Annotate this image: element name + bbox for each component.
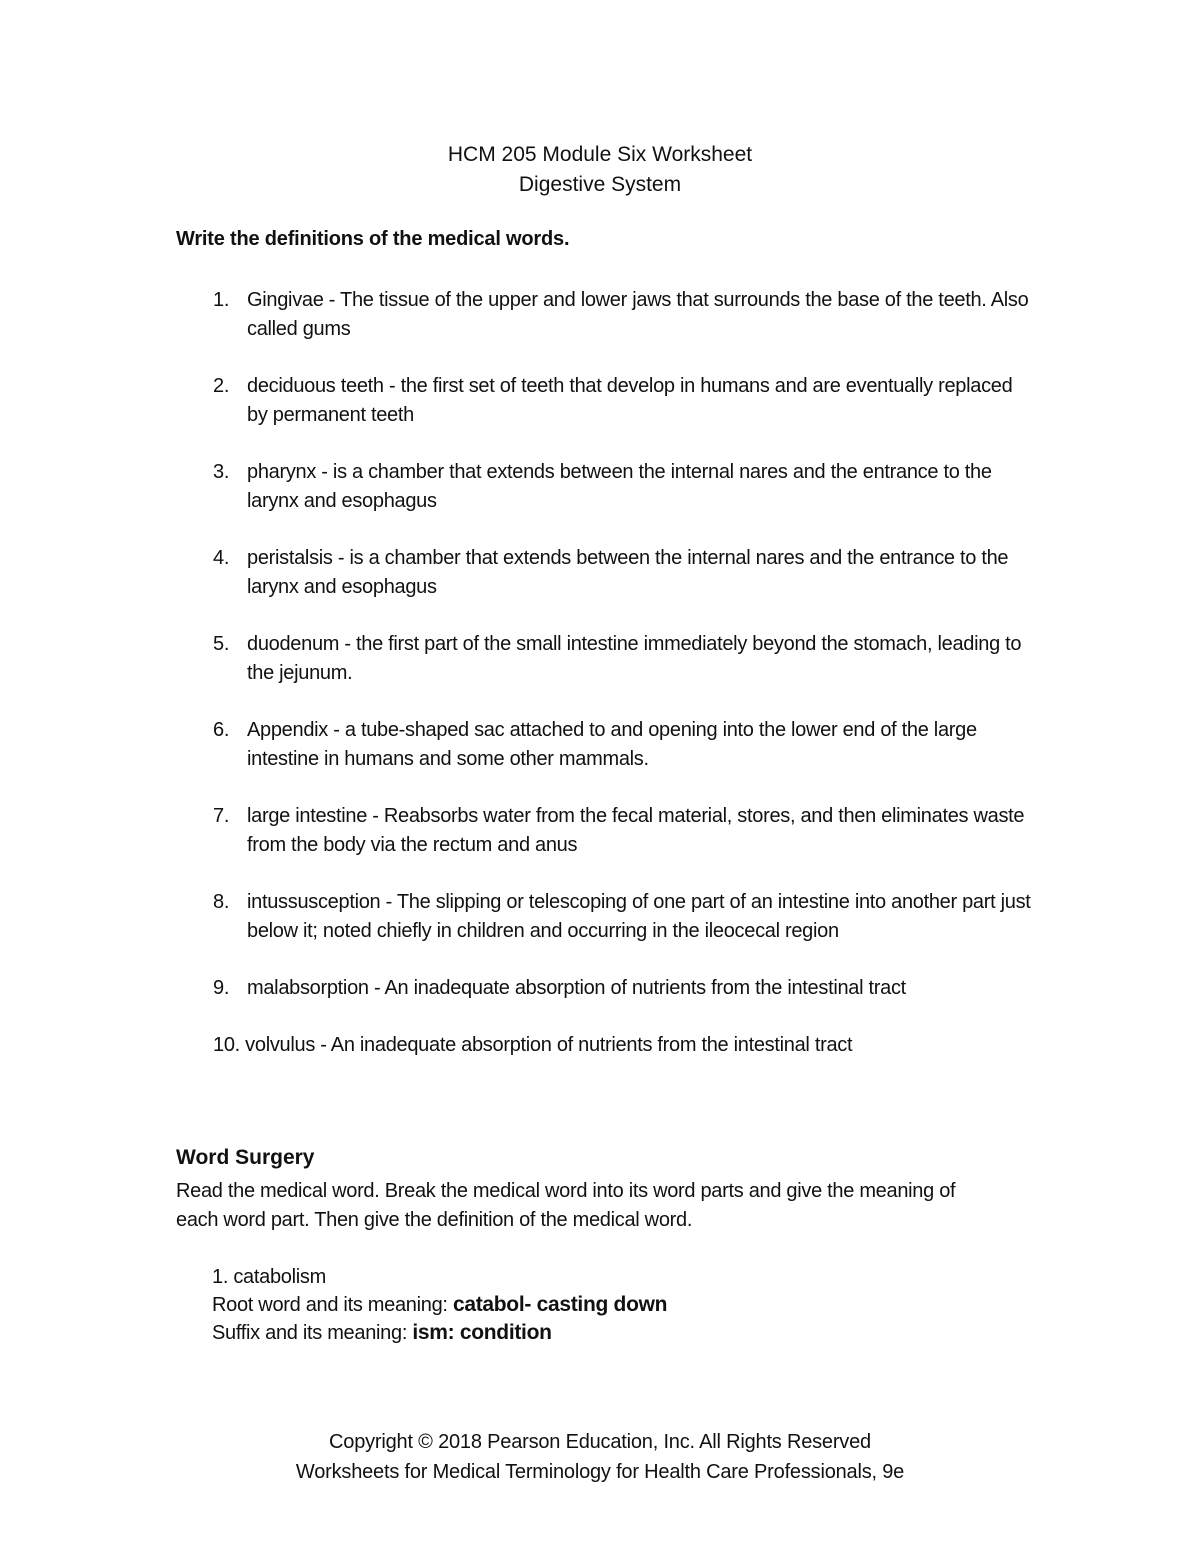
list-item-number: 6. bbox=[213, 719, 230, 741]
list-item-number: 1. bbox=[213, 289, 230, 311]
list-item bbox=[176, 716, 1036, 774]
list-item-text: intussusception - The slipping or telescoping of one part of an intestine into another part just below it; noted chiefly in children and occurring in the ileocecal region bbox=[247, 891, 1031, 942]
suffix-line bbox=[212, 1319, 667, 1347]
list-item-number: 3. bbox=[213, 461, 230, 483]
list-item-text: peristalsis - is a chamber that extends between the internal nares and the entrance to the larynx and esophagus bbox=[247, 547, 1009, 598]
definitions-list bbox=[176, 286, 1036, 1088]
root-word-line bbox=[212, 1291, 667, 1319]
definitions-instructions: Write the definitions of the medical words. bbox=[176, 228, 570, 250]
copyright-text: Copyright © 2018 Pearson Education, Inc. All Rights Reserved bbox=[329, 1431, 871, 1453]
list-item bbox=[176, 974, 1036, 1003]
title-block bbox=[0, 140, 1200, 200]
list-item-number: 9. bbox=[213, 977, 230, 999]
word-surgery-instructions: Read the medical word. Break the medical word into its word parts and give the meaning of each word part. Then give the definition of the medical word. bbox=[176, 1180, 956, 1231]
list-item-text: Appendix - a tube-shaped sac attached to and opening into the lower end of the large intestine in humans and some other mammals. bbox=[247, 719, 977, 770]
example-word-line bbox=[212, 1263, 667, 1291]
list-item-text: malabsorption - An inadequate absorption of nutrients from the intestinal tract bbox=[247, 977, 906, 999]
word-surgery-heading: Word Surgery bbox=[176, 1146, 315, 1169]
list-item bbox=[176, 458, 1036, 516]
example-number: 1. bbox=[212, 1266, 229, 1288]
page-title: HCM 205 Module Six Worksheet bbox=[447, 143, 753, 166]
root-word-answer: catabol- casting down bbox=[452, 1293, 668, 1316]
list-item bbox=[176, 802, 1036, 860]
list-item-text: duodenum - the first part of the small intestine immediately beyond the stomach, leading to the jejunum. bbox=[247, 633, 1022, 684]
source-text: Worksheets for Medical Terminology for Health Care Professionals, 9e bbox=[295, 1461, 905, 1483]
page-subtitle: Digestive System bbox=[518, 173, 682, 196]
list-item-number: 4. bbox=[213, 547, 230, 569]
list-item-number: 8. bbox=[213, 891, 230, 913]
list-item bbox=[176, 544, 1036, 602]
list-item-text: Gingivae - The tissue of the upper and lower jaws that surrounds the base of the teeth. Also called gums bbox=[247, 289, 1029, 340]
list-item-number: 7. bbox=[213, 805, 230, 827]
word-surgery-example bbox=[212, 1263, 667, 1347]
list-item-number: 10. bbox=[213, 1034, 240, 1056]
list-item-text: volvulus - An inadequate absorption of nutrients from the intestinal tract bbox=[245, 1034, 853, 1056]
example-word: catabolism bbox=[233, 1266, 326, 1288]
list-item-number: 2. bbox=[213, 375, 230, 397]
list-item-number: 5. bbox=[213, 633, 230, 655]
list-item bbox=[176, 286, 1036, 344]
list-item bbox=[176, 888, 1036, 946]
page-footer bbox=[0, 1427, 1200, 1487]
list-item bbox=[176, 372, 1036, 430]
suffix-answer: ism: condition bbox=[412, 1321, 552, 1344]
suffix-label: Suffix and its meaning: bbox=[212, 1322, 408, 1344]
list-item-text: pharynx - is a chamber that extends between the internal nares and the entrance to the larynx and esophagus bbox=[247, 461, 992, 512]
list-item-text: large intestine - Reabsorbs water from the fecal material, stores, and then eliminates waste from the body via the rectum and anus bbox=[247, 805, 1025, 856]
list-item bbox=[176, 630, 1036, 688]
list-item bbox=[176, 1031, 1036, 1060]
root-word-label: Root word and its meaning: bbox=[212, 1294, 448, 1316]
list-item-text: deciduous teeth - the first set of teeth that develop in humans and are eventually replaced by permanent teeth bbox=[247, 375, 1013, 426]
